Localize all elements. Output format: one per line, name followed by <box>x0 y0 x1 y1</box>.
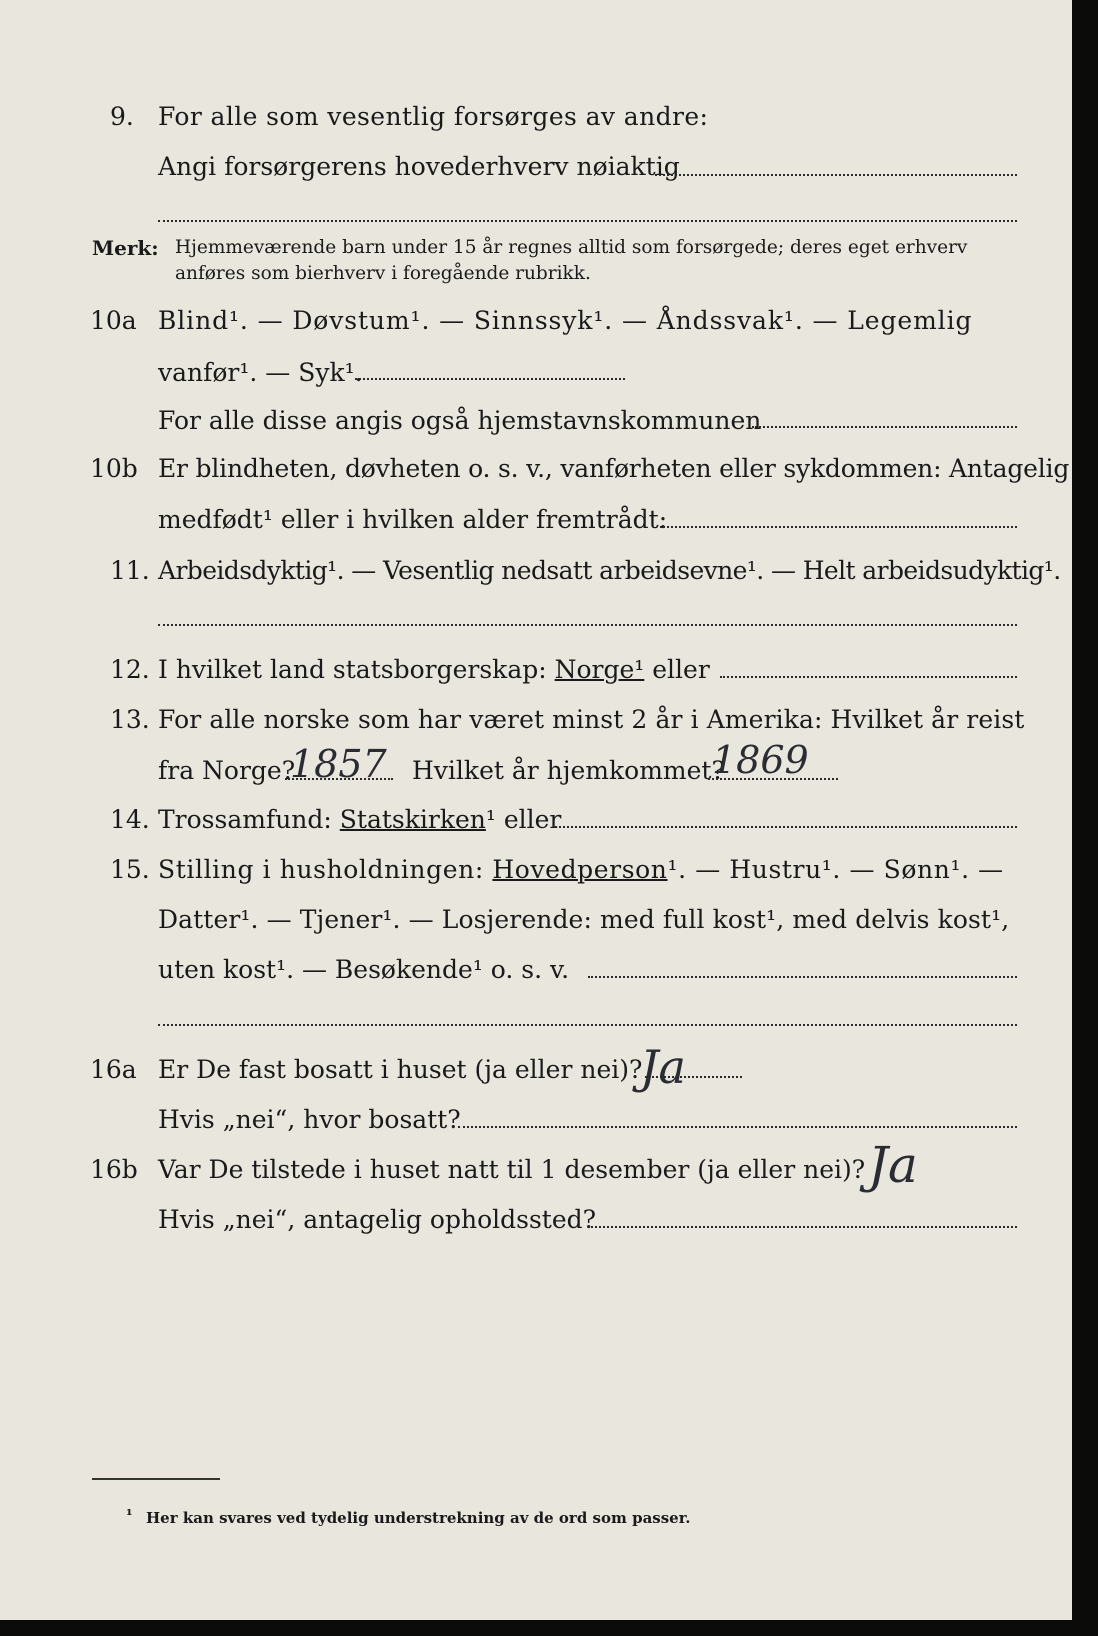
q14-prefix: Trossamfund: <box>158 805 332 834</box>
q16a-number: 16a <box>90 1055 137 1084</box>
q13-handwritten-return-year: 1869 <box>712 738 809 782</box>
q12-line <box>158 655 710 685</box>
q10a-home-field <box>752 426 1017 428</box>
merk-line1: Hjemmeværende barn under 15 år regnes alltid som forsørgede; deres eget erhverv <box>175 237 968 258</box>
q9-answer-field <box>655 174 1017 176</box>
q13-number: 13. <box>110 705 150 734</box>
q14-number: 14. <box>110 805 150 834</box>
q14-line <box>158 805 561 835</box>
q16a-line1: Er De fast bosatt i huset (ja eller nei)? <box>158 1055 643 1084</box>
merk-line2: anføres som bierhverv i foregående rubrikk. <box>175 263 591 284</box>
q10a-line2: vanfør¹. — Syk¹. <box>158 358 363 387</box>
q10b-line1: Er blindheten, døvheten o. s. v., vanførheten eller sykdommen: Antagelig <box>158 454 1070 483</box>
q13-departure-field <box>285 778 393 780</box>
q9-answer-field-2 <box>158 220 1017 222</box>
q12-suffix: eller <box>652 655 710 684</box>
q13-line2b: Hvilket år hjemkommet? <box>412 756 725 785</box>
q15-line1 <box>158 855 1004 885</box>
q13-line1: For alle norske som har været minst 2 år i Amerika: Hvilket år reist <box>158 705 1025 734</box>
q15-answer-field-2 <box>158 1024 1017 1026</box>
q16a-line2: Hvis „nei“, hvor bosatt? <box>158 1105 461 1134</box>
q12-underlined-answer: Norge¹ <box>554 655 645 684</box>
q14-answer-field <box>555 826 1017 828</box>
q16b-residence-field <box>588 1226 1017 1228</box>
q10a-answer-field <box>355 378 625 380</box>
q16a-residence-field <box>458 1126 1017 1128</box>
merk-label: Merk: <box>92 236 159 260</box>
q14-underlined-answer: Statskirken <box>339 805 486 834</box>
q10a-line1: Blind¹. — Døvstum¹. — Sinnssyk¹. — Åndssvak¹. — Legemlig <box>158 306 973 335</box>
q12-answer-field <box>720 676 1017 678</box>
q10b-line2: medfødt¹ eller i hvilken alder fremtrådt: <box>158 505 668 534</box>
footnote-mark: ¹ <box>126 1506 133 1524</box>
q11-answer-field <box>158 624 1017 626</box>
q15-answer-field <box>588 976 1017 978</box>
q13-line2a: fra Norge? <box>158 756 296 785</box>
q15-line2: Datter¹. — Tjener¹. — Losjerende: med full kost¹, med delvis kost¹, <box>158 905 1010 934</box>
q9-number: 9. <box>110 102 134 131</box>
q10b-number: 10b <box>90 454 138 483</box>
q15-number: 15. <box>110 855 150 884</box>
q10b-answer-field <box>660 526 1017 528</box>
q13-handwritten-departure-year: 1857 <box>290 742 387 786</box>
q16a-answer-field <box>645 1076 742 1078</box>
q15-prefix: Stilling i husholdningen: <box>158 855 484 884</box>
q12-number: 12. <box>110 655 150 684</box>
q11-line1: Arbeidsdyktig¹. — Vesentlig nedsatt arbeidsevne¹. — Helt arbeidsudyktig¹. <box>158 556 1061 585</box>
q9-line1: For alle som vesentlig forsørges av andre: <box>158 102 709 131</box>
q9-line2: Angi forsørgerens hovederhverv nøiaktig <box>158 152 680 181</box>
footnote-text: Her kan svares ved tydelig understrekning av de ord som passer. <box>146 1509 691 1527</box>
q15-options: ¹. — Hustru¹. — Sønn¹. — <box>667 855 1004 884</box>
q13-return-field <box>708 778 838 780</box>
q12-prefix: I hvilket land statsborgerskap: <box>158 655 547 684</box>
q16b-handwritten-answer: Ja <box>868 1136 918 1194</box>
q16b-line1: Var De tilstede i huset natt til 1 desember (ja eller nei)? <box>158 1155 866 1184</box>
q16a-handwritten-answer: Ja <box>640 1040 686 1094</box>
q10a-line3: For alle disse angis også hjemstavnskommunen <box>158 406 762 435</box>
q14-suffix: ¹ eller <box>485 805 562 834</box>
q11-number: 11. <box>110 556 150 585</box>
q16b-number: 16b <box>90 1155 138 1184</box>
q16b-line2: Hvis „nei“, antagelig opholdssted? <box>158 1205 597 1234</box>
q10a-number: 10a <box>90 306 137 335</box>
q15-line3: uten kost¹. — Besøkende¹ o. s. v. <box>158 955 570 984</box>
q15-underlined-answer: Hovedperson <box>492 855 668 884</box>
footnote-rule <box>92 1478 220 1480</box>
